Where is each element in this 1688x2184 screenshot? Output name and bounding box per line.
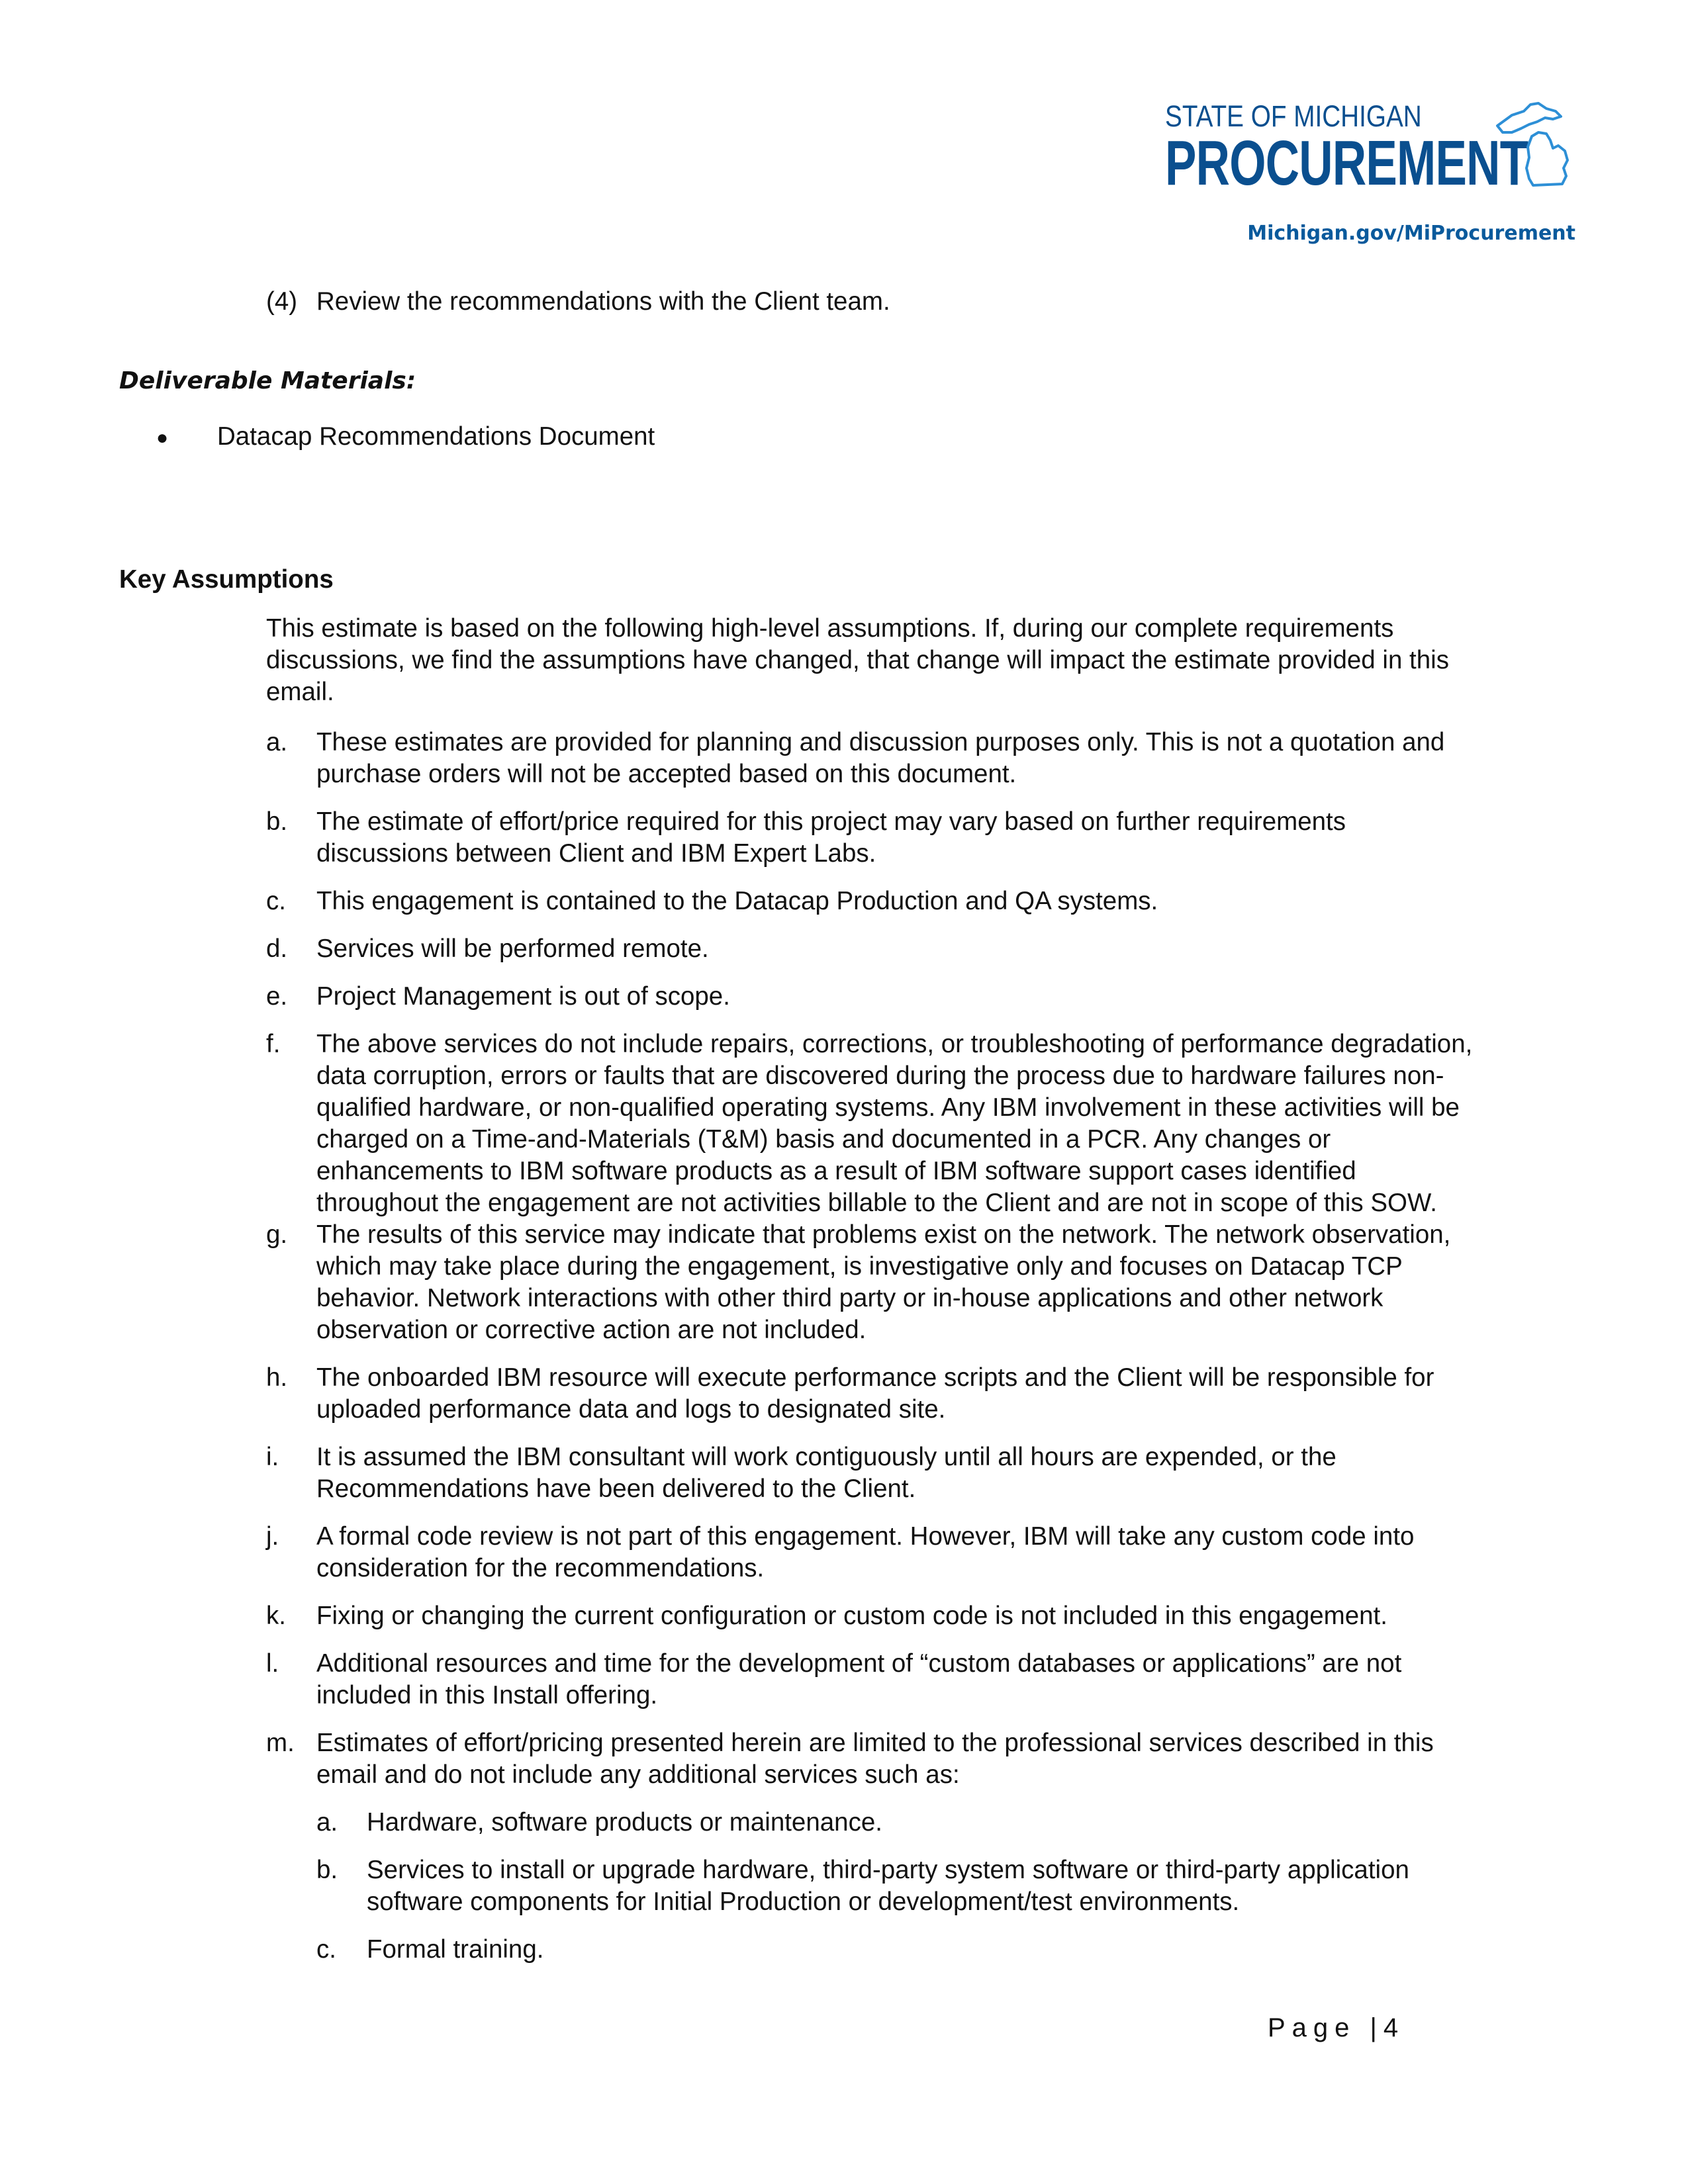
assumptions-heading: Key Assumptions: [119, 565, 334, 594]
assumption-text: purchase orders will not be accepted based on this document.: [316, 760, 1017, 788]
deliverables-heading: Deliverable Materials:: [119, 367, 416, 394]
sub-assumption-label: b.: [316, 1856, 338, 1884]
assumption-text: data corruption, errors or faults that are discovered during the process due to hardware failures non-: [316, 1062, 1444, 1090]
assumption-label: j.: [266, 1522, 279, 1551]
sub-assumption-text: Formal training.: [367, 1935, 544, 1964]
assumption-text: Additional resources and time for the development of “custom databases or applications” are not: [316, 1649, 1402, 1678]
sub-assumption-label: c.: [316, 1935, 336, 1964]
assumption-text: charged on a Time-and-Materials (T&M) basis and documented in a PCR. Any changes or: [316, 1125, 1331, 1154]
assumption-text: throughout the engagement are not activities billable to the Client and are not in scope of this SOW.: [316, 1189, 1437, 1217]
assumption-text: Fixing or changing the current configuration or custom code is not included in this engagement.: [316, 1602, 1387, 1630]
logo-state-text: STATE OF MICHIGAN: [1165, 99, 1422, 133]
assumption-text: Services will be performed remote.: [316, 934, 709, 963]
logo-procurement-text: PROCUREMENT: [1165, 128, 1528, 199]
assumption-text: Project Management is out of scope.: [316, 982, 730, 1011]
intro-line: This estimate is based on the following high-level assumptions. If, during our complete requirements: [266, 614, 1394, 643]
assumption-label: f.: [266, 1030, 281, 1058]
assumption-text: Recommendations have been delivered to the Client.: [316, 1475, 916, 1503]
assumption-text: behavior. Network interactions with other third party or in-house applications and other network: [316, 1284, 1383, 1312]
assumption-text: The estimate of effort/price required for this project may vary based on further requirements: [316, 807, 1346, 836]
assumption-text: uploaded performance data and logs to designated site.: [316, 1395, 946, 1424]
sub-assumption-text: Services to install or upgrade hardware, third-party system software or third-party application: [367, 1856, 1409, 1884]
assumption-text: included in this Install offering.: [316, 1681, 658, 1709]
step-text: Review the recommendations with the Client team.: [316, 287, 890, 316]
michigan-map-icon: [1492, 99, 1578, 192]
assumption-label: d.: [266, 934, 288, 963]
intro-line: email.: [266, 678, 334, 706]
assumption-label: c.: [266, 887, 286, 915]
assumption-text: The above services do not include repairs, corrections, or troubleshooting of performance degradation,: [316, 1030, 1473, 1058]
assumption-label: e.: [266, 982, 288, 1011]
assumption-text: The onboarded IBM resource will execute performance scripts and the Client will be responsible for: [316, 1363, 1434, 1392]
assumption-label: a.: [266, 728, 288, 756]
assumption-text: The results of this service may indicate that problems exist on the network. The network observation,: [316, 1220, 1451, 1249]
bullet-icon: ●: [156, 427, 169, 449]
sub-assumption-text: software components for Initial Production or development/test environments.: [367, 1888, 1240, 1916]
assumption-text: A formal code review is not part of this engagement. However, IBM will take any custom code into: [316, 1522, 1415, 1551]
sub-assumption-text: Hardware, software products or maintenance.: [367, 1808, 882, 1837]
assumption-text: This engagement is contained to the Datacap Production and QA systems.: [316, 887, 1158, 915]
procurement-logo: [1165, 99, 1575, 199]
assumption-text: consideration for the recommendations.: [316, 1554, 765, 1582]
assumption-label: b.: [266, 807, 288, 836]
assumption-text: enhancements to IBM software products as a result of IBM software support cases identified: [316, 1157, 1356, 1185]
assumption-text: observation or corrective action are not included.: [316, 1316, 867, 1344]
assumption-label: m.: [266, 1729, 295, 1757]
assumption-text: email and do not include any additional services such as:: [316, 1760, 960, 1789]
assumption-text: It is assumed the IBM consultant will work contiguously until all hours are expended, or the: [316, 1443, 1336, 1471]
intro-line: discussions, we find the assumptions have changed, that change will impact the estimate provided in this: [266, 646, 1449, 674]
assumption-text: qualified hardware, or non-qualified operating systems. Any IBM involvement in these activities will be: [316, 1093, 1460, 1122]
assumption-label: k.: [266, 1602, 286, 1630]
assumption-text: which may take place during the engagement, is investigative only and focuses on Datacap TCP: [316, 1252, 1403, 1281]
assumption-text: These estimates are provided for planning and discussion purposes only. This is not a quotation and: [316, 728, 1445, 756]
assumption-text: Estimates of effort/pricing presented herein are limited to the professional services described in this: [316, 1729, 1434, 1757]
assumption-text: discussions between Client and IBM Expert Labs.: [316, 839, 876, 868]
assumption-label: g.: [266, 1220, 288, 1249]
page-number: Page |4: [1268, 2013, 1405, 2042]
assumption-label: l.: [266, 1649, 279, 1678]
sub-assumption-label: a.: [316, 1808, 338, 1837]
logo-url[interactable]: Michigan.gov/MiProcurement: [1247, 222, 1575, 245]
deliverable-item: Datacap Recommendations Document: [217, 422, 655, 451]
assumption-label: h.: [266, 1363, 288, 1392]
step-number: (4): [266, 287, 298, 316]
assumption-label: i.: [266, 1443, 279, 1471]
